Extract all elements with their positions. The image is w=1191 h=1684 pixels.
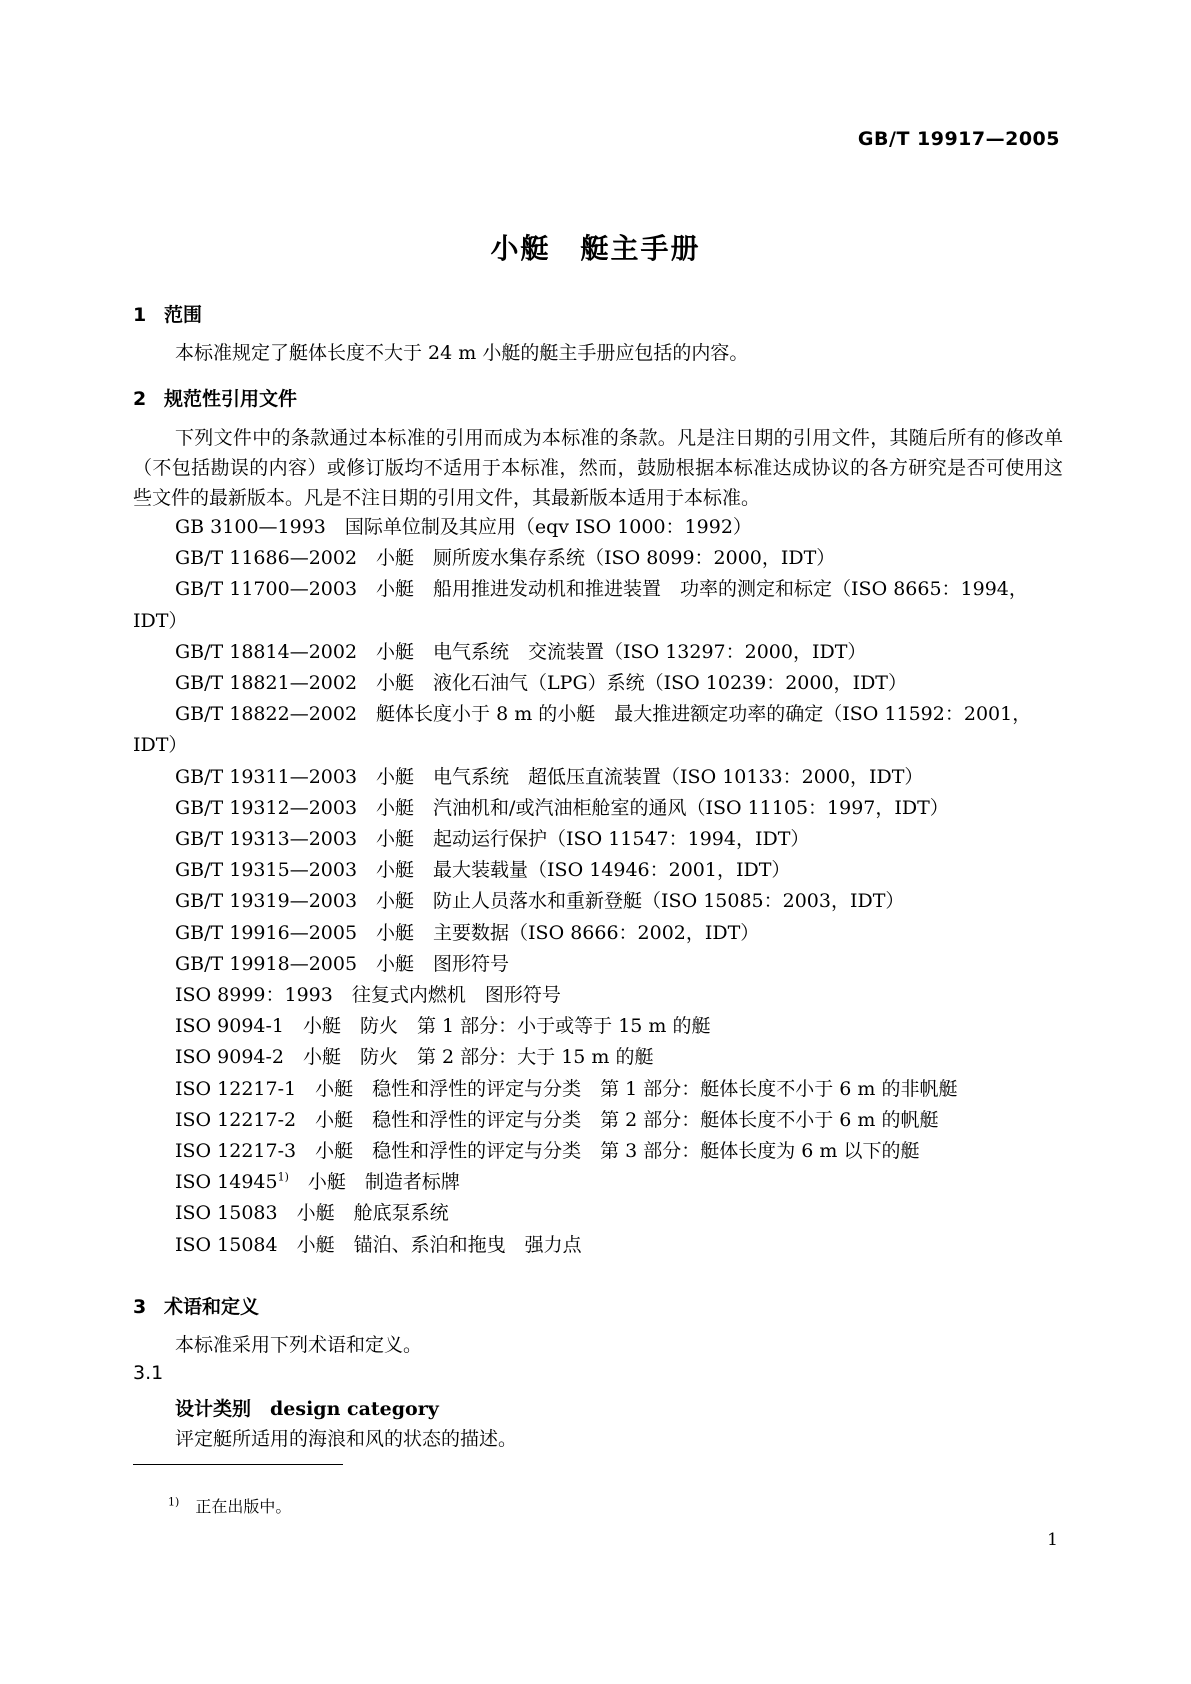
document-title: 小艇 艇主手册 (490, 232, 701, 265)
reference-item: GB/T 19916—2005 小艇 主要数据（ISO 8666：2002，IDT） (175, 921, 760, 944)
reference-title: 小艇 制造者标牌 (288, 1171, 460, 1194)
term-definition: 评定艇所适用的海浪和风的状态的描述。 (175, 1428, 518, 1450)
section-1-text: 本标准规定了艇体长度不大于 24 m 小艇的艇主手册应包括的内容。 (175, 342, 749, 364)
section-1-title: 范围 (164, 304, 203, 326)
reference-item: GB/T 19312—2003 小艇 汽油机和/或汽油柜舱室的通风（ISO 11105：1997，IDT） (175, 796, 949, 819)
reference-item: GB/T 18822—2002 艇体长度小于 8 m 的小艇 最大推进额定功率的确定（ISO 11592：2001，IDT） (133, 703, 1032, 757)
section-1-heading (133, 300, 202, 327)
reference-item: GB/T 19313—2003 小艇 起动运行保护（ISO 11547：1994，IDT） (175, 828, 810, 851)
reference-item: GB/T 18814—2002 小艇 电气系统 交流装置（ISO 13297：2000，IDT） (175, 640, 867, 663)
reference-item: GB/T 19319—2003 小艇 防止人员落水和重新登艇（ISO 15085：2003，IDT） (175, 890, 905, 913)
section-2-intro: 下列文件中的条款通过本标准的引用而成为本标准的条款。凡是注日期的引用文件，其随后所有的修改单（不包括勘误的内容）或修订版均不适用于本标准，然而，鼓励根据本标准达成协议的各方研究是否可使用这些文件的最新版本。凡是不注日期的引用文件，其最新版本适用于本标准。 (133, 427, 1063, 509)
footnote-mark: 1) (168, 1495, 180, 1509)
footnote-separator (133, 1464, 343, 1465)
reference-item: ISO 15083 小艇 舱底泵系统 (175, 1202, 449, 1225)
reference-item: ISO 9094-1 小艇 防火 第 1 部分：小于或等于 15 m 的艇 (175, 1015, 711, 1038)
standard-code: GB/T 19917—2005 (857, 128, 1060, 150)
reference-item: GB/T 19311—2003 小艇 电气系统 超低压直流装置（ISO 10133：2000，IDT） (175, 765, 924, 788)
footnote (168, 1494, 291, 1517)
reference-item: GB/T 11700—2003 小艇 船用推进发动机和推进装置 功率的测定和标定（ISO 8665：1994，IDT） (133, 578, 1028, 632)
reference-item: ISO 12217-2 小艇 稳性和浮性的评定与分类 第 2 部分：艇体长度不小于 6 m 的帆艇 (175, 1108, 939, 1131)
section-1-number: 1 (133, 304, 147, 326)
section-3-heading (133, 1292, 259, 1319)
footnote-marker: 1) (277, 1170, 289, 1184)
reference-item: GB/T 11686—2002 小艇 厕所废水集存系统（ISO 8099：2000，IDT） (175, 547, 836, 570)
reference-item: GB/T 19918—2005 小艇 图形符号 (175, 952, 510, 975)
reference-code: ISO 14945 (175, 1171, 278, 1194)
section-2-heading (133, 384, 297, 411)
reference-item: ISO 15084 小艇 锚泊、系泊和拖曳 强力点 (175, 1233, 582, 1256)
section-3-text: 本标准采用下列术语和定义。 (175, 1334, 423, 1356)
reference-item: ISO 9094-2 小艇 防火 第 2 部分：大于 15 m 的艇 (175, 1046, 654, 1069)
footnote-text: 正在出版中。 (195, 1497, 292, 1516)
term-name: 设计类别 design category (175, 1398, 439, 1420)
reference-item: GB/T 18821—2002 小艇 液化石油气（LPG）系统（ISO 10239：2000，IDT） (175, 672, 907, 695)
reference-item (133, 1167, 1063, 1198)
reference-item: GB 3100—1993 国际单位制及其应用（eqv ISO 1000：1992） (175, 516, 752, 538)
reference-item: ISO 12217-1 小艇 稳性和浮性的评定与分类 第 1 部分：艇体长度不小于 6 m 的非帆艇 (175, 1077, 958, 1100)
section-3-number: 3 (133, 1296, 147, 1318)
section-2-title: 规范性引用文件 (164, 388, 298, 410)
reference-item: ISO 8999：1993 往复式内燃机 图形符号 (175, 984, 561, 1007)
normative-references-list (133, 512, 1063, 1261)
section-3-title: 术语和定义 (164, 1296, 260, 1318)
reference-item: GB/T 19315—2003 小艇 最大装载量（ISO 14946：2001，IDT） (175, 859, 791, 882)
reference-item: ISO 12217-3 小艇 稳性和浮性的评定与分类 第 3 部分：艇体长度为 6 m 以下的艇 (175, 1140, 920, 1163)
page-number: 1 (1047, 1530, 1058, 1550)
term-number: 3.1 (133, 1362, 164, 1384)
section-2-number: 2 (133, 388, 147, 410)
